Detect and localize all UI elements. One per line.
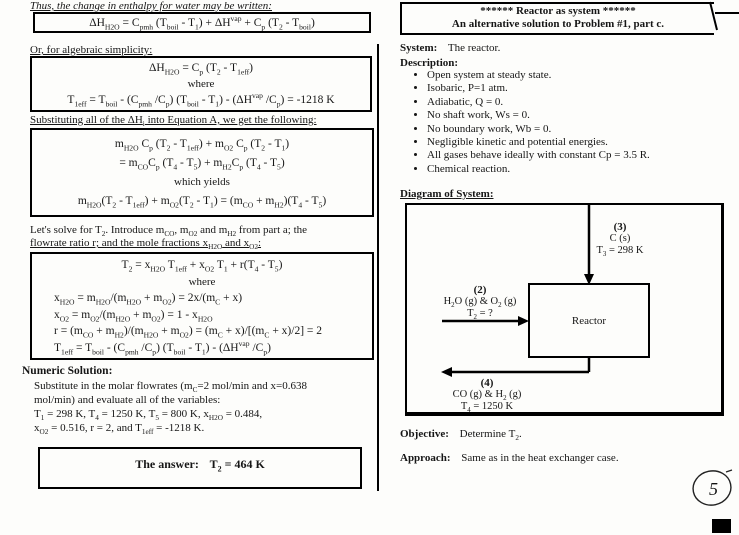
system-line <box>400 42 500 54</box>
stream-species: $H_2O$ (g) & $O_2$ (g) <box>443 296 517 310</box>
simplified-equation-box <box>30 56 372 112</box>
approach-line <box>400 452 619 464</box>
algebraic-simplicity-text: Or, for algebraic simplicity: <box>30 44 153 56</box>
equation-line: $T_{1eff} = T_{boil} - (C_{pmh}$ $/C_p$) $(T_{boil} - T_1) - (\Delta H^{vap}$ $/C_p$) <box>54 338 271 356</box>
numeric-line: mol/min) and evaluate all of the variables: <box>34 394 221 406</box>
column-divider-line <box>377 44 379 491</box>
stream-temperature: $T_4 = 1250$ K <box>460 401 514 415</box>
enthalpy-equation-box <box>33 12 371 33</box>
answer-label: The answer: <box>135 457 199 471</box>
description-bullet: • Chemical reaction. <box>427 163 727 176</box>
objective-text: Determine $T_2$. <box>459 428 522 443</box>
stream-number: (4) <box>480 377 494 389</box>
equation-where: where <box>187 78 215 90</box>
approach-label: Approach: <box>400 452 451 464</box>
diagram-heading: Diagram of System: <box>400 188 494 200</box>
numeric-line: $x_{O2} = 0.516$, r = 2, and $T_{1eff} = -1218$ K. <box>34 422 205 437</box>
approach-text: Same as in the heat exchanger case. <box>461 452 619 464</box>
equation-line: $T_{1eff} = T_{boil} - (C_{pmh}$ $/C_p$) $(T_{boil} - T_1) - (\Delta H^{vap}$ $/C_p) = -1218$ K <box>67 91 335 109</box>
stream-species: C (s) <box>609 233 631 244</box>
substitution-intro-text: Substituting all of the $\Delta H_i$ into Equation A, we get the following: <box>30 114 317 129</box>
objective-line <box>400 428 522 443</box>
answer-box <box>38 447 362 489</box>
description-bullet: • No shaft work, Ws = 0. <box>427 109 727 122</box>
reactor-label: Reactor <box>571 314 607 327</box>
numeric-line: Substitute in the molar flowrates ($m_C=2$ mol/min and x=0.638 <box>34 380 307 395</box>
handwritten-page-number <box>688 466 736 512</box>
enthalpy-intro-text: Thus, the change in enthalpy for water may be written: <box>30 0 272 12</box>
energy-balance-box <box>30 128 374 217</box>
system-text: The reactor. <box>447 42 501 54</box>
banner-subtitle: An alternative solution to Problem #1, part c. <box>451 18 665 30</box>
description-bullet-list <box>403 69 727 176</box>
description-bullet: • Isobaric, P=1 atm. <box>427 82 727 95</box>
stream-temperature: $T_3 = 298$ K <box>596 245 644 259</box>
equation-line: $T_2 = x_{H2O}$ $T_{1eff} + x_{O2}$ $T_1 + r(T_4 - T_5)$ <box>121 259 283 274</box>
equation-line: $m_{H2O}$ $C_p$ $(T_2 - T_{1eff}) + m_{O2}$ $C_p$ $(T_2 - T_1)$ <box>114 138 290 153</box>
t2-solution-box <box>30 252 374 360</box>
description-bullet: • No boundary work, Wb = 0. <box>427 123 727 136</box>
answer-value: $T_2 = 464$ K <box>209 457 265 474</box>
equation-line: $x_{O2} = m_{O2}/(m_{H2O} + m_{O2}) = 1 - x_{H2O}$ <box>54 308 213 323</box>
equation-line: $r = (m_{CO} + m_{H2})/(m_{H2O} + m_{O2}) = (m_C + x)/[(m_C + x)/2] = 2$ <box>54 325 323 340</box>
stream-3-label <box>583 221 657 257</box>
equation-line: $\Delta H_{H2O} = C_p$ $(T_2 - T_{1eff})$ <box>148 62 253 77</box>
equation-line: = $m_{CO}C_p$ $(T_4 - T_5) + m_{H2}C_p$ $(T_4 - T_5)$ <box>119 157 285 172</box>
system-diagram <box>405 203 724 416</box>
intro-line: Let's solve for $T_2$. Introduce $m_{CO}$, $m_{O2}$ and $m_{H2}$ from part a; the <box>30 224 308 239</box>
stream-number: (3) <box>613 221 627 233</box>
stream-number: (2) <box>473 284 487 296</box>
stream-temperature: $T_2$ = ? <box>467 308 493 322</box>
description-heading: Description: <box>400 57 459 69</box>
title-banner <box>400 2 714 35</box>
equation-line: $m_{H2O}(T_2 - T_{1eff}) + m_{O2}(T_2 - T_1) = (m_{CO} + m_{H2})(T_4 - T_5)$ <box>77 195 327 210</box>
stream-species: CO (g) & $H_2$ (g) <box>452 389 522 403</box>
solve-for-t2-intro <box>30 224 375 250</box>
equation-line: $x_{H2O} = m_{H2O}/(m_{H2O} + m_{O2}) = 2x/(m_C + x)$ <box>54 292 243 307</box>
which-yields-text: which yields <box>174 176 230 188</box>
system-label: System: <box>400 42 438 54</box>
description-bullet: • Open system at steady state. <box>427 69 727 82</box>
numeric-solution-heading: Numeric Solution: <box>22 365 113 377</box>
reactor-box <box>528 283 650 358</box>
stream-2-label <box>429 284 531 320</box>
enthalpy-equation: $\Delta H_{H2O} = C_{pmh}$ $(T_{boil} - T_1) + \Delta H^{vap} + C_p$ $(T_2 - T_{boil})$ <box>89 14 315 32</box>
intro-line: flowrate ratio r; and the mole fractions $x_{H2O}$ and $x_{O2}$: <box>30 237 262 252</box>
numeric-line: $T_1 = 298$ K, $T_4 = 1250$ K, $T_5 = 800$ K, $x_{H2O} = 0.484$, <box>34 408 263 423</box>
numeric-solution-body <box>34 379 364 435</box>
description-bullet: • Negligible kinetic and potential energies. <box>427 136 727 149</box>
equation-where: where <box>188 275 216 288</box>
stream-4-label <box>432 377 542 413</box>
page-number-text: 5 <box>709 479 718 499</box>
description-bullet: • All gases behave ideally with constant Cp = 3.5 R. <box>427 149 727 162</box>
description-bullet: • Adiabatic, Q = 0. <box>427 96 727 109</box>
objective-label: Objective: <box>400 428 449 440</box>
banner-fold-edge <box>706 0 739 34</box>
banner-title: ****** Reactor as system ****** <box>480 5 636 17</box>
scan-artifact-square <box>712 519 731 533</box>
